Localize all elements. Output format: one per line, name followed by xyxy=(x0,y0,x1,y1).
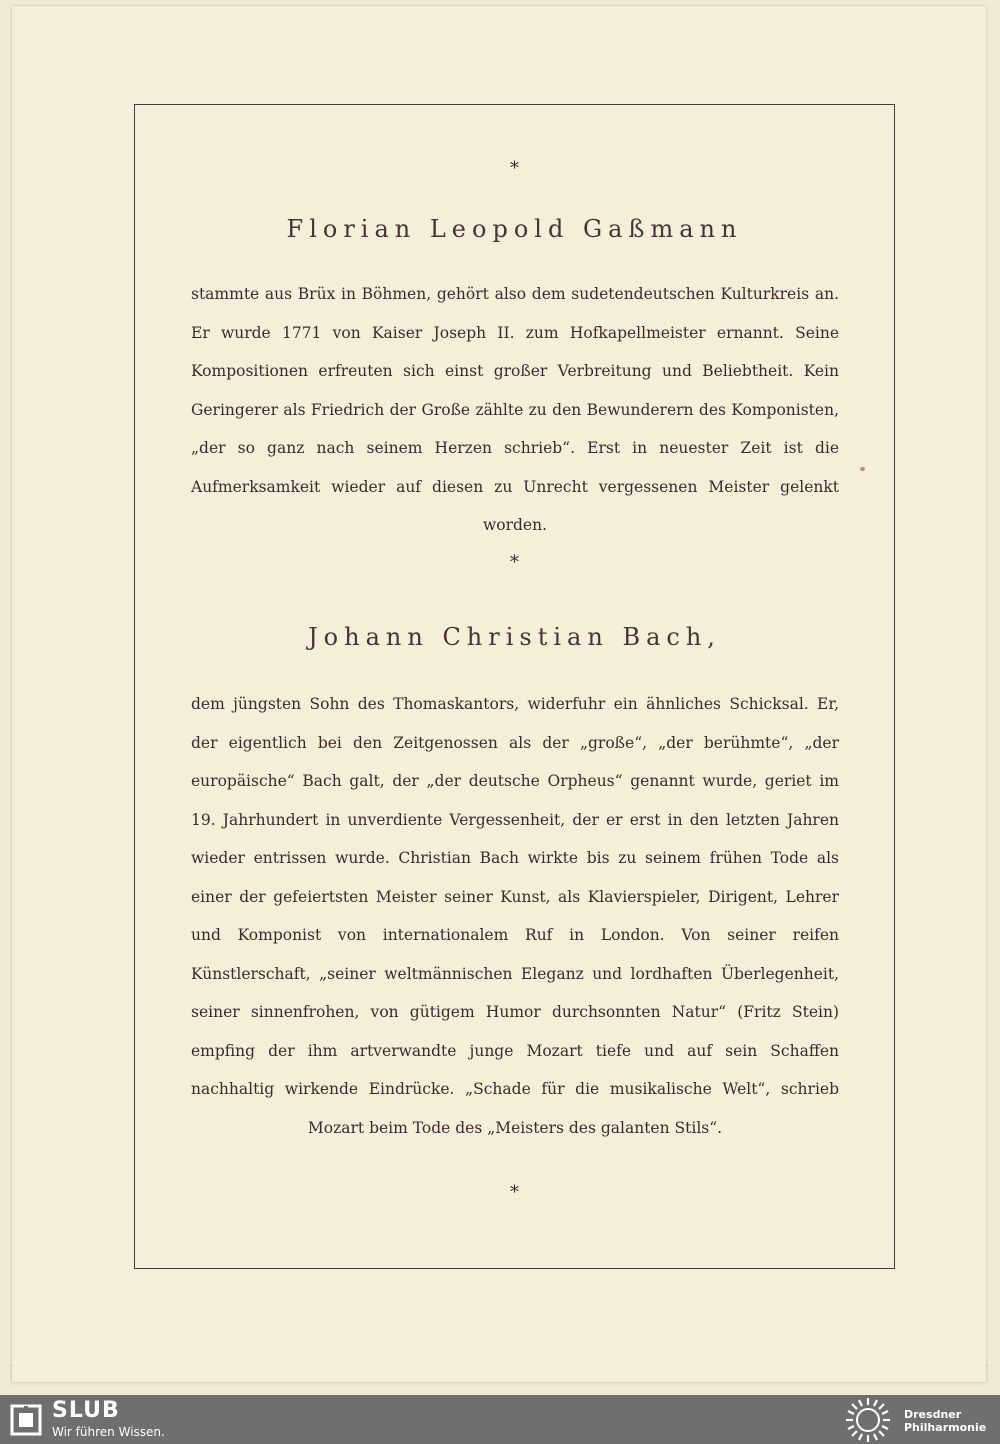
slub-logo-icon xyxy=(10,1404,42,1436)
library-slogan: Wir führen Wissen. xyxy=(52,1425,165,1439)
library-name: SLUB xyxy=(52,1398,120,1423)
heading-gassmann: Florian Leopold Gaßmann xyxy=(286,215,743,243)
partner-name-line2: Philharmonie xyxy=(904,1421,987,1434)
partner-name-line1: Dresdner xyxy=(904,1408,962,1421)
ornament-star-top: * xyxy=(510,158,519,179)
partner-name xyxy=(904,1408,986,1434)
ornament-star-bottom: * xyxy=(510,1182,519,1203)
philharmonie-sunburst-icon xyxy=(842,1395,894,1444)
heading-bach: Johann Christian Bach, xyxy=(308,623,721,651)
paragraph-gassmann: stammte aus Brüx in Böhmen, gehört also dem sudetendeutschen Kulturkreis an. Er wurde 1771 von Kaiser Joseph II. zum Hofkapellmeister ernannt. Seine Kompositionen erfreuten sich einst großer Verbreitung und Beliebtheit. Kein Geringerer als Friedrich der Große zählte zu den Bewunderern des Komponisten, „der so ganz nach seinem Herzen schrieb“. Erst in neuester Zeit ist die Aufmerksamkeit wieder auf diesen zu Unrecht vergessenen Meister gelenkt worden. xyxy=(191,285,839,534)
page-border-frame xyxy=(134,104,895,1269)
paragraph-bach: dem jüngsten Sohn des Thomaskantors, widerfuhr ein ähnliches Schicksal. Er, der eigentlich bei den Zeitgenossen als der „große“, „der berühmte“, „der europäische“ Bach galt, der „der deutsche Orpheus“ genannt wurde, geriet im 19. Jahrhundert in unverdiente Vergessenheit, der er erst in den letzten Jahren wieder entrissen wurde. Christian Bach wirkte bis zu seinem frühen Tode als einer der gefeiertsten Meister seiner Kunst, als Klavierspieler, Dirigent, Lehrer und Komponist von internationalem Ruf in London. Von seiner reifen Künstlerschaft, „seiner weltmännischen Eleganz und lordhaften Überlegenheit, seiner sinnenfrohen, von gütigem Humor durchsonnten Natur“ (Fritz Stein) empfing der ihm artverwandte junge Mozart tiefe und auf sein Schaffen nachhaltig wirkende Eindrücke. „Schade für die musikalische Welt“, schrieb Mozart beim Tode des „Meisters des galanten Stils“. xyxy=(191,695,839,1137)
footer-bar xyxy=(0,1395,1000,1444)
ornament-star-middle: * xyxy=(510,552,519,573)
